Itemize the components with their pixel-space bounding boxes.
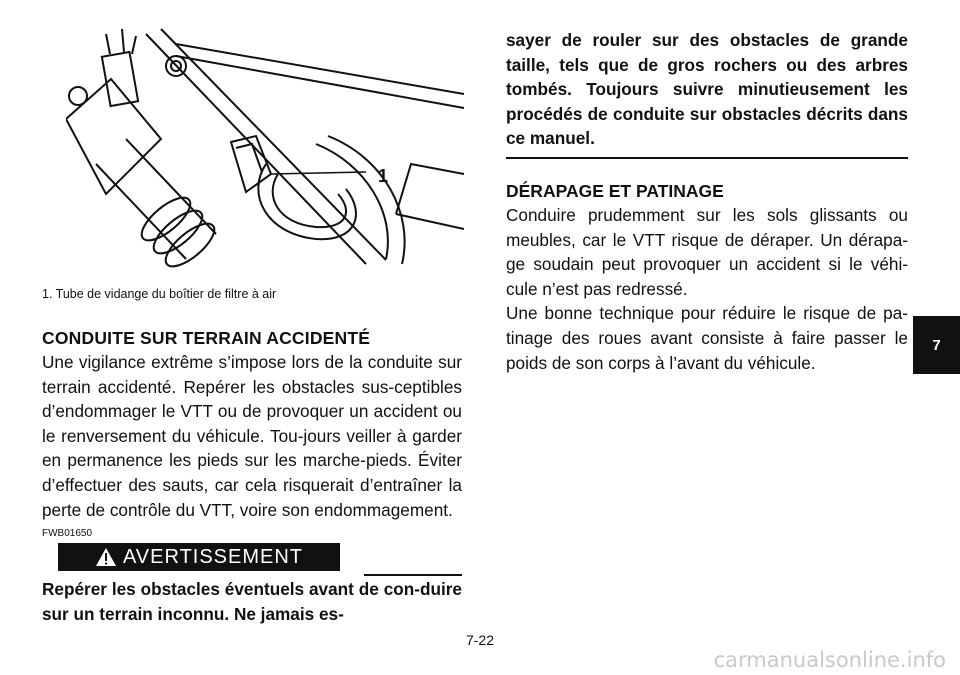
skidding-paragraph-1: Conduire prudemment sur les sols glissants ou meubles, car le VTT risque de déraper. Un dérapa-ge soudain peut provoquer un accident si le véhi-cule n’est pas redressé. bbox=[506, 204, 908, 299]
warning-triangle-icon bbox=[95, 547, 117, 567]
reference-code: FWB01650 bbox=[42, 528, 93, 540]
figure-caption: 1. Tube de vidange du boîtier de filtre à air bbox=[42, 287, 277, 301]
warning-header bbox=[42, 543, 462, 577]
warning-rule bbox=[364, 574, 462, 576]
warning-badge bbox=[58, 543, 340, 571]
rough-terrain-paragraph: Une vigilance extrême s’impose lors de la conduite sur terrain accidenté. Repérer les obstacles sus-ceptibles d’endommager le VTT ou de provoquer un accident ou le renversement du véhicule. Tou-jours veiller à garder en permanence les pieds sur les marche-pieds. Éviter d’effectuer des sauts, car cela risquerait d’entraîner la perte de contrôle du VTT, voire son endommagement. bbox=[42, 352, 462, 520]
section-heading-skidding: DÉRAPAGE ET PATINAGE bbox=[506, 180, 724, 201]
page-number: 7-22 bbox=[465, 632, 495, 648]
chapter-tab: 7 bbox=[913, 316, 960, 374]
skidding-paragraph-2: Une bonne technique pour réduire le risque de pa-tinage des roues avant consiste à faire passer le poids de son corps à l’avant du véhicule. bbox=[506, 303, 908, 373]
watermark: carmanualsonline.info bbox=[713, 648, 946, 672]
section-heading-rough-terrain: CONDUITE SUR TERRAIN ACCIDENTÉ bbox=[42, 328, 371, 348]
warning-text-continued: sayer de rouler sur des obstacles de grande taille, tels que de gros rochers ou des arbres tombés. Toujours suivre minutieusement les procédés de conduite sur obstacles décrits dans ce manuel. bbox=[506, 30, 908, 149]
warning-label: AVERTISSEMENT bbox=[122, 545, 304, 568]
air-filter-drain-tube-illustration bbox=[66, 24, 464, 274]
left-column bbox=[42, 328, 462, 626]
warning-text: Repérer les obstacles éventuels avant de con-duire sur un terrain inconnu. Ne jamais es- bbox=[42, 579, 462, 624]
warning-end-rule bbox=[506, 157, 908, 159]
callout-number: 1 bbox=[378, 166, 389, 186]
right-column bbox=[506, 28, 908, 375]
